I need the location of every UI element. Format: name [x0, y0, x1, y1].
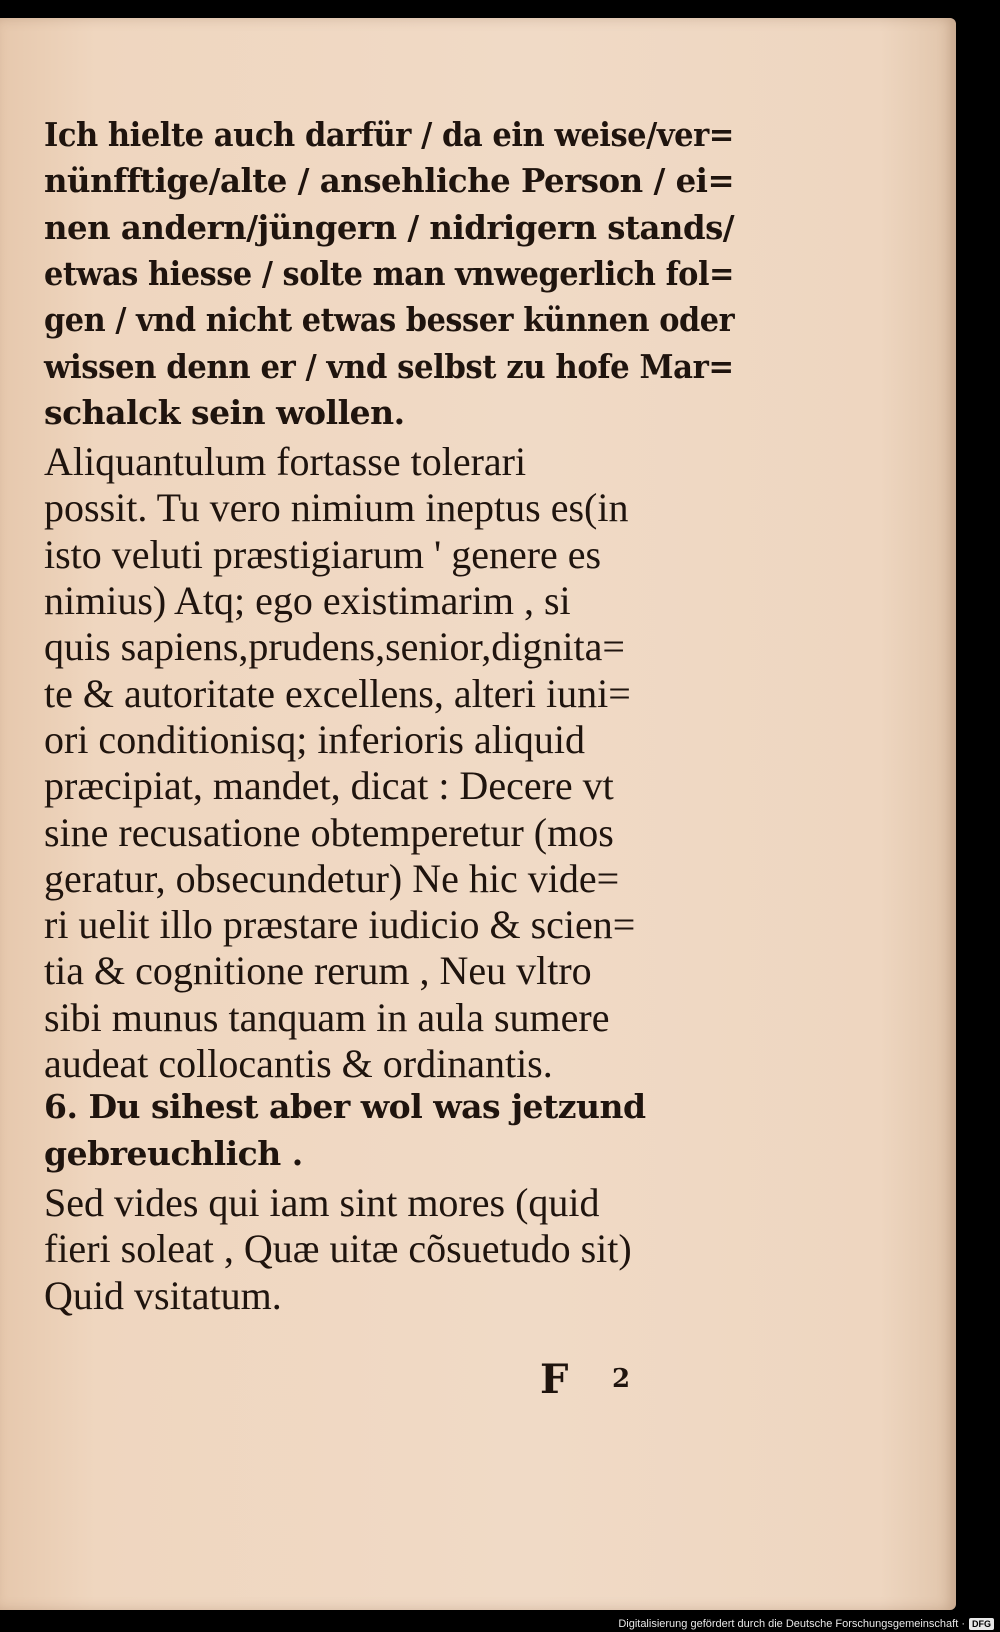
text-line: 6. Du sihest aber wol was jetzund — [44, 1087, 646, 1127]
text-line: tia & cognitione rerum , Neu vltro — [44, 948, 592, 994]
text-line: geratur, obsecundetur) Ne hic vide= — [44, 855, 620, 901]
text-line: ri uelit illo præstare iudicio & scien= — [44, 902, 636, 948]
text-line: ori conditionisq; inferioris aliquid — [44, 716, 586, 762]
text-line: etwas hiesse / solte man vnwegerlich fol= — [44, 253, 735, 293]
text-line: quis sapiens,prudens,senior,dignita= — [44, 624, 625, 670]
dfg-logo: DFG — [969, 1618, 994, 1630]
book-page — [0, 18, 956, 1610]
text-line: fieri soleat , Quæ uitæ cõsuetudo sit) — [44, 1226, 632, 1272]
text-line: gen / vnd nicht etwas besser künnen oder — [44, 300, 735, 340]
text-line: wissen denn er / vnd selbst zu hofe Mar= — [44, 346, 734, 386]
text-line: Aliquantulum fortasse tolerari — [44, 439, 527, 485]
footer-credit — [618, 1618, 994, 1630]
text-line: præcipiat, mandet, dicat : Decere vt — [44, 763, 614, 809]
text-line: gebreuchlich . — [44, 1133, 303, 1173]
text-line: Ich hielte auch darfür / da ein weise/ver= — [44, 115, 734, 154]
footer-text: Digitalisierung gefördert durch die Deutsche Forschungsgemeinschaft · — [618, 1618, 965, 1630]
text-line: sibi munus tanquam in aula sumere — [44, 994, 610, 1040]
signature-mark: F — [540, 1356, 569, 1403]
text-line: te & autoritate excellens, alteri iuni= — [44, 670, 631, 716]
signature-number: 2 — [612, 1364, 631, 1394]
text-line: schalck sein wollen. — [44, 392, 405, 432]
text-line: isto veluti præstigiarum ' genere es — [44, 531, 602, 577]
text-line: nimius) Atq; ego existimarim , si — [44, 578, 571, 623]
text-line: nünfftige/alte / ansehliche Person / ei= — [44, 161, 735, 201]
text-line: Quid vsitatum. — [44, 1272, 282, 1318]
text-line: Sed vides qui iam sint mores (quid — [44, 1179, 600, 1225]
text-line: audeat collocantis & ordinantis. — [44, 1041, 553, 1086]
text-line: possit. Tu vero nimium ineptus es(in — [44, 485, 629, 531]
text-line: sine recusatione obtemperetur (mos — [44, 809, 614, 855]
text-line: nen andern/jüngern / nidrigern stands/ — [44, 207, 735, 247]
